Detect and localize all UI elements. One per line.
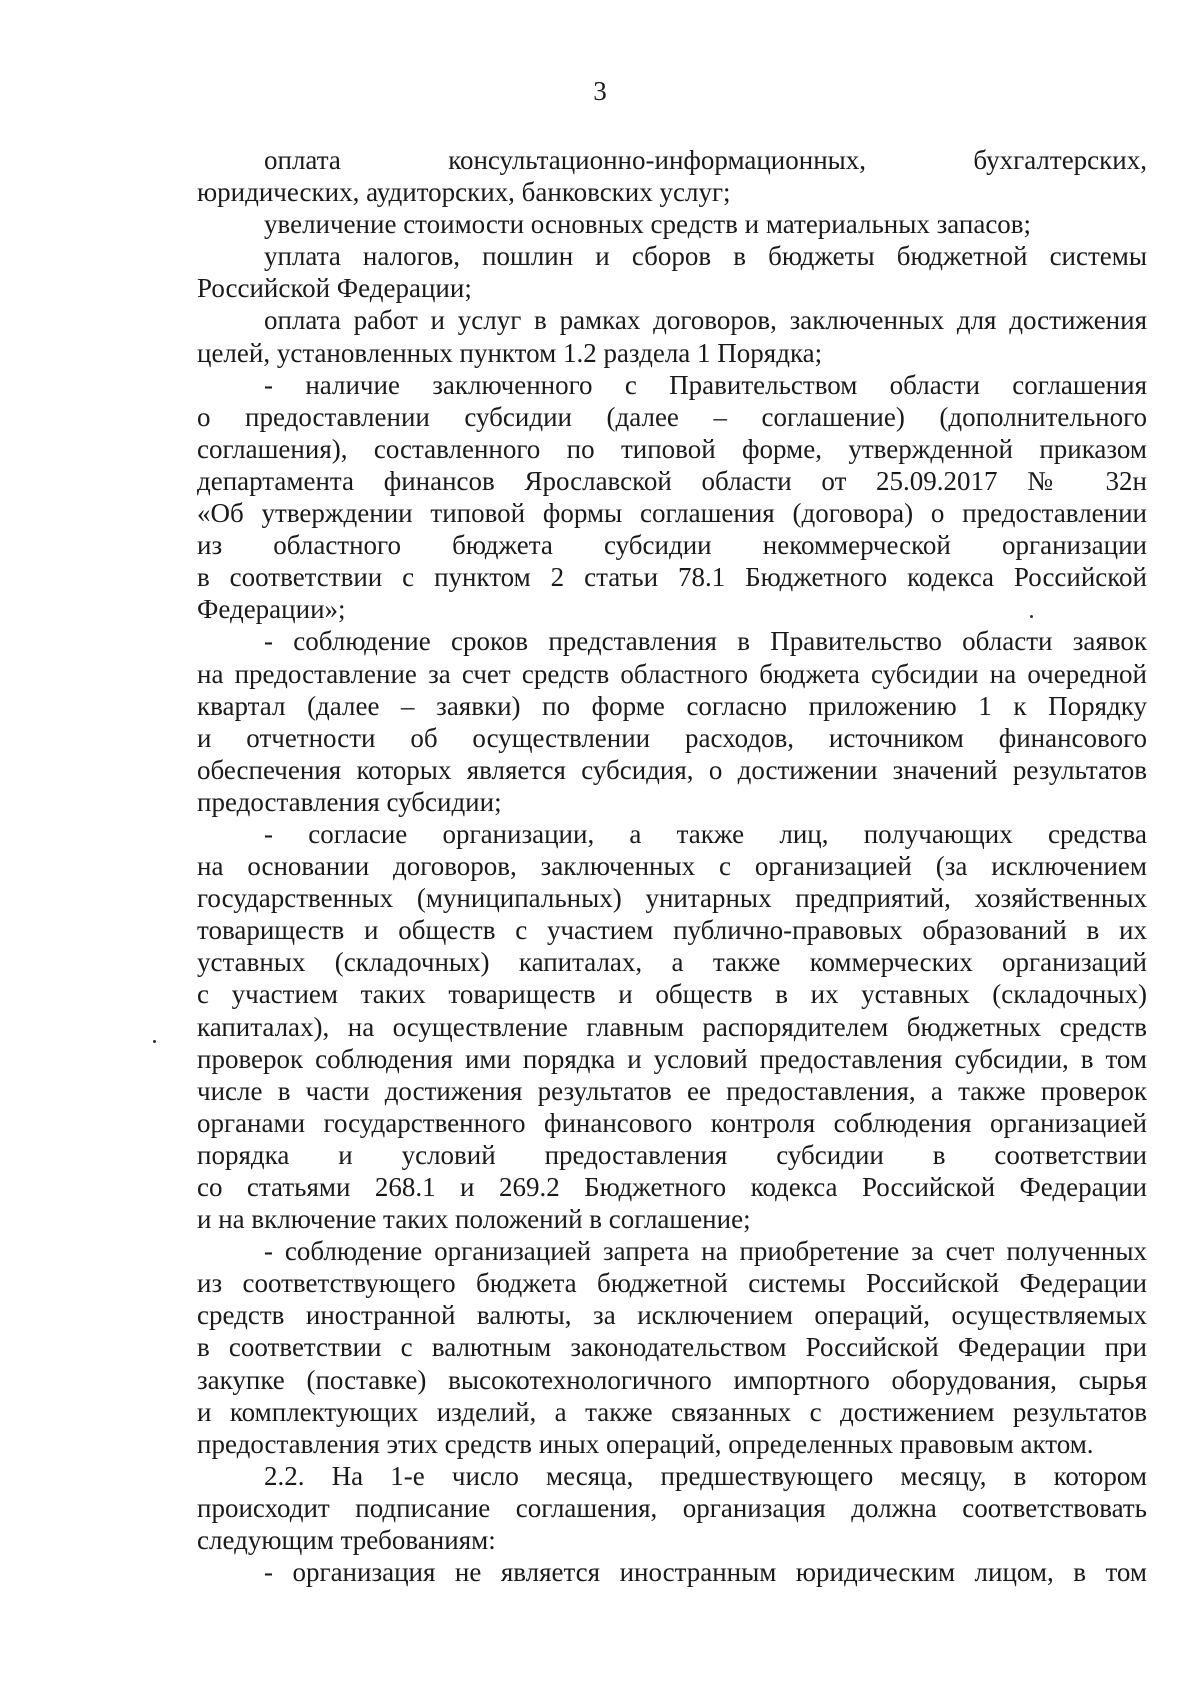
text-line: соглашения), составленного по типовой форме, утвержденной приказом — [197, 433, 1147, 464]
text-line: уплата налогов, пошлин и сборов в бюджеты бюджетной системы — [264, 241, 1147, 272]
text-line: товариществ и обществ с участием публично-правовых образований в их — [197, 915, 1147, 946]
scan-speck — [1030, 615, 1033, 618]
scan-speck — [153, 1040, 156, 1043]
text-line: и на включение таких положений в соглашение; — [197, 1204, 751, 1235]
text-line: на основании договоров, заключенных с организацией (за исключением — [197, 851, 1147, 882]
text-line: Федерации»; — [197, 594, 346, 625]
text-line: 2.2. На 1-е число месяца, предшествующего месяцу, в котором — [264, 1460, 1147, 1491]
document-body — [197, 144, 1147, 1588]
text-line: следующим требованиям: — [197, 1525, 496, 1556]
text-line: - согласие организации, а также лиц, получающих средства — [264, 818, 1147, 849]
text-line: порядка и условий предоставления субсидии в соответствии — [197, 1139, 1147, 1170]
text-line: в соответствии с валютным законодательством Российской Федерации при — [197, 1332, 1147, 1363]
text-line: на предоставление за счет средств областного бюджета субсидии на очередной — [197, 658, 1147, 689]
text-line: «Об утверждении типовой формы соглашения (договора) о предоставлении — [197, 498, 1147, 529]
text-line: целей, установленных пунктом 1.2 раздела 1 Порядка; — [197, 337, 823, 368]
text-line: - соблюдение организацией запрета на приобретение за счет полученных — [264, 1236, 1147, 1267]
text-line: со статьями 268.1 и 269.2 Бюджетного кодекса Российской Федерации — [197, 1172, 1147, 1202]
text-line: с участием таких товариществ и обществ в их уставных (складочных) — [197, 979, 1147, 1010]
text-line: и комплектующих изделий, а также связанных с достижением результатов — [197, 1396, 1147, 1427]
text-line: предоставления субсидии; — [197, 786, 502, 817]
text-line: Российской Федерации; — [197, 273, 472, 304]
text-line: и отчетности об осуществлении расходов, источником финансового — [197, 722, 1147, 753]
text-line: квартал (далее – заявки) по форме согласно приложению 1 к Порядку — [197, 690, 1147, 721]
text-line: капиталах), на осуществление главным распорядителем бюджетных средств — [197, 1011, 1147, 1042]
text-line: из соответствующего бюджета бюджетной системы Российской Федерации — [197, 1268, 1147, 1299]
text-line: числе в части достижения результатов ее предоставления, а также проверок — [197, 1075, 1147, 1106]
text-line: - организация не является иностранным юридическим лицом, в том — [264, 1557, 1147, 1588]
text-line: средств иностранной валюты, за исключением операций, осуществляемых — [197, 1300, 1147, 1331]
text-line: увеличение стоимости основных средств и материальных запасов; — [264, 209, 1032, 240]
text-line: закупке (поставке) высокотехнологичного импортного оборудования, сырья — [197, 1364, 1147, 1395]
text-line: из областного бюджета субсидии некоммерческой организации — [197, 530, 1147, 561]
text-line: предоставления этих средств иных операций, определенных правовым актом. — [197, 1428, 1094, 1459]
text-line: - наличие заключенного с Правительством области соглашения — [264, 369, 1147, 400]
text-line: происходит подписание соглашения, организация должна соответствовать — [197, 1492, 1147, 1523]
text-line: государственных (муниципальных) унитарных предприятий, хозяйственных — [197, 883, 1147, 914]
text-line: департамента финансов Ярославской области от 25.09.2017 № 32н — [197, 465, 1147, 496]
text-line: проверок соблюдения ими порядка и условий предоставления субсидии, в том — [197, 1043, 1147, 1074]
text-line: юридических, аудиторских, банковских услуг; — [197, 177, 731, 208]
text-line: в соответствии с пунктом 2 статьи 78.1 Бюджетного кодекса Российской — [197, 562, 1147, 593]
text-line: обеспечения которых является субсидия, о достижении значений результатов — [197, 754, 1147, 785]
text-line: о предоставлении субсидии (далее – соглашение) (дополнительного — [197, 401, 1147, 432]
page-number: 3 — [593, 76, 607, 106]
text-line: органами государственного финансового контроля соблюдения организацией — [197, 1107, 1147, 1138]
text-line: уставных (складочных) капиталах, а также коммерческих организаций — [197, 947, 1147, 978]
text-line: оплата консультационно-информационных, бухгалтерских, — [264, 145, 1147, 175]
text-line: - соблюдение сроков представления в Правительство области заявок — [264, 626, 1147, 657]
text-line: оплата работ и услуг в рамках договоров, заключенных для достижения — [264, 305, 1147, 336]
